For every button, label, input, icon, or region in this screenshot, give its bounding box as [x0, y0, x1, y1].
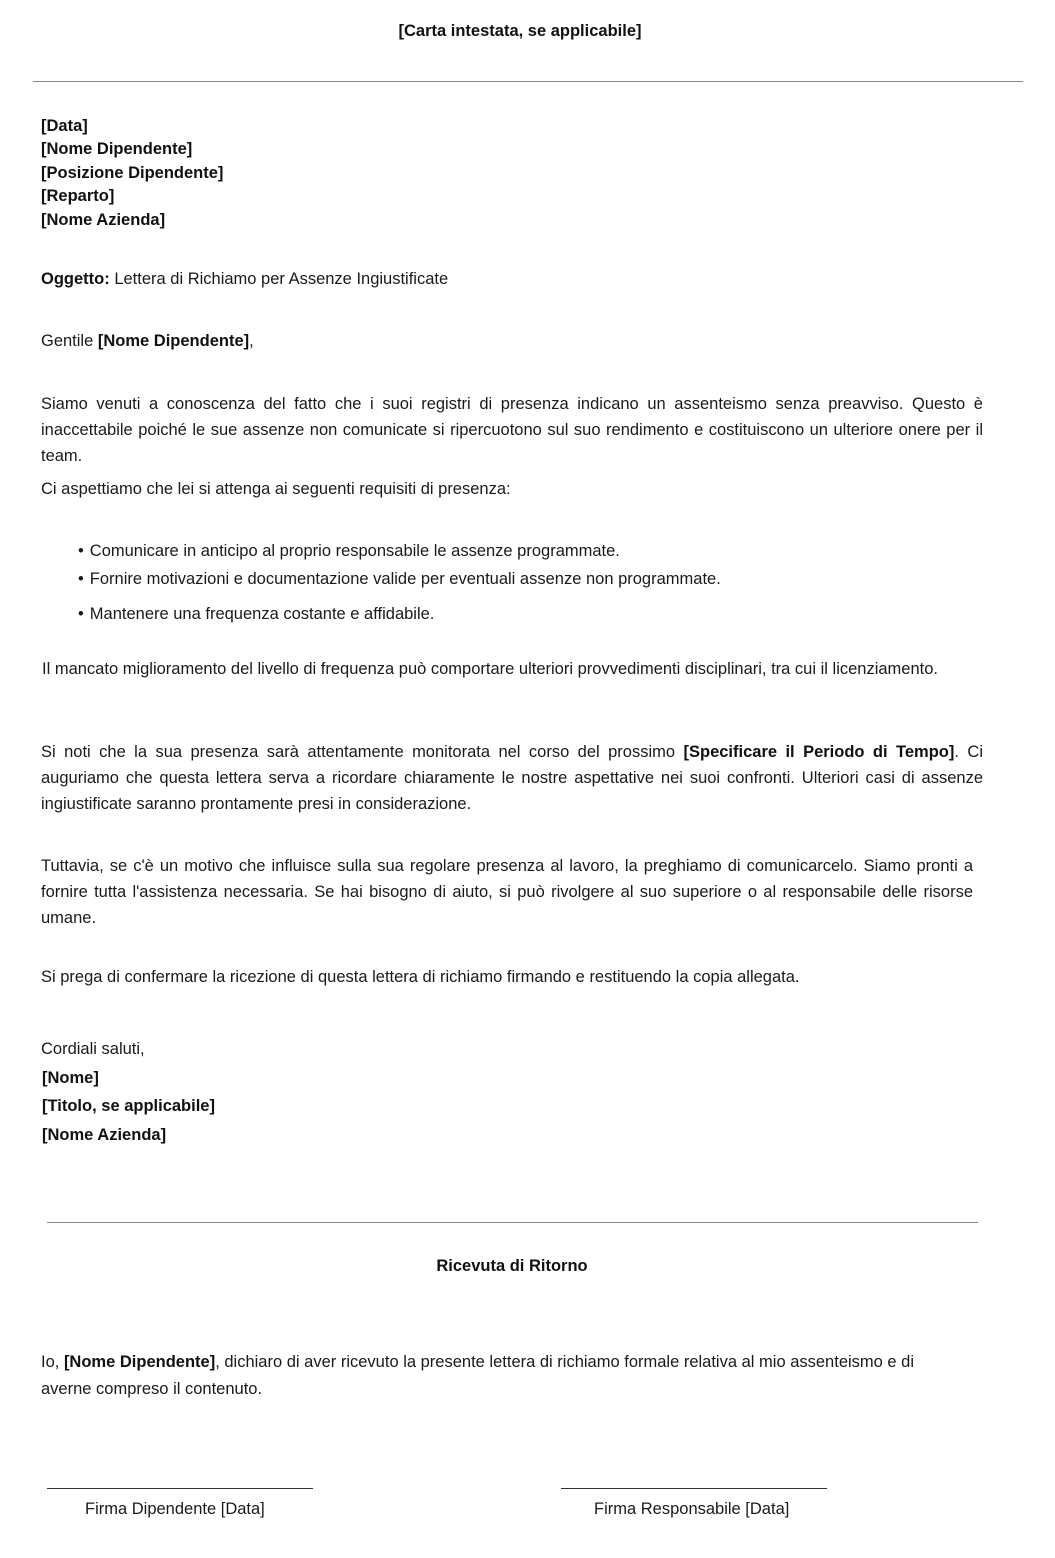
- requirement-item: • Comunicare in anticipo al proprio responsabile le assenze programmate.: [78, 537, 721, 565]
- greeting: [41, 332, 254, 351]
- receipt-prefix: Io,: [41, 1353, 64, 1371]
- greeting-name: [Nome Dipendente]: [97, 332, 250, 350]
- monitoring-text-after: . Ci auguriamo che questa lettera serva a ricordare chiaramente le nostre aspettative nei suoi confronti. Ulteriori casi di assenze ingiustificate saranno prontamente presi in considerazione.: [41, 743, 983, 813]
- paragraph-consequences: Il mancato miglioramento del livello di frequenza può comportare ulteriori provvedimenti disciplinari, tra cui il licenziamento.: [42, 660, 938, 678]
- paragraph-absences: Siamo venuti a conoscenza del fatto che i suoi registri di presenza indicano un assenteismo senza preavviso. Questo è inaccettabile poiché le sue assenze non comunicate si ripercuotono sul suo rendimento e costituiscono un ulteriore onere per il team.: [41, 395, 983, 465]
- manager-signature-line: [561, 1488, 827, 1489]
- letterhead: [Carta intestata, se applicabile]: [398, 22, 642, 40]
- receipt-declaration: [41, 1349, 966, 1403]
- header-employee-position: [Posizione Dipendente]: [41, 163, 224, 182]
- receipt-divider: [47, 1222, 978, 1223]
- closing-salutation: Cordiali saluti,: [41, 1040, 145, 1058]
- paragraph-requirements-intro: Ci aspettiamo che lei si attenga ai seguenti requisiti di presenza:: [41, 480, 511, 498]
- closing-company: [Nome Azienda]: [42, 1125, 167, 1144]
- receipt-employee-name: [Nome Dipendente]: [63, 1353, 216, 1371]
- paragraph-monitoring: [41, 739, 983, 817]
- subject-line: [41, 270, 448, 289]
- header-department: [Reparto]: [41, 187, 115, 206]
- closing-name: [Nome]: [42, 1068, 99, 1087]
- header-date: [Data]: [41, 117, 88, 135]
- employee-signature-line: [47, 1488, 313, 1489]
- closing-block: [41, 1035, 215, 1149]
- manager-signature-label: Firma Responsabile [Data]: [594, 1500, 790, 1518]
- recipient-header: [41, 115, 223, 232]
- requirement-item: • Fornire motivazioni e documentazione valide per eventuali assenze non programmate.: [78, 565, 721, 593]
- monitoring-text-before: Si noti che la sua presenza sarà attentamente monitorata nel corso del prossimo: [41, 743, 684, 761]
- header-employee-name: [Nome Dipendente]: [41, 140, 193, 159]
- greeting-prefix: Gentile: [41, 332, 98, 350]
- subject-label: Oggetto:: [41, 270, 110, 288]
- time-period-placeholder: [Specificare il Periodo di Tempo]: [683, 743, 955, 761]
- requirement-item: • Mantenere una frequenza costante e affidabile.: [78, 600, 721, 628]
- top-divider: [33, 81, 1023, 82]
- receipt-title: Ricevuta di Ritorno: [436, 1257, 588, 1275]
- receipt-text: , dichiaro di aver ricevuto la presente lettera di richiamo formale relativa al mio assenteismo e di averne compreso il contenuto.: [41, 1353, 915, 1398]
- employee-signature-label: Firma Dipendente [Data]: [85, 1500, 265, 1518]
- paragraph-support: Tuttavia, se c'è un motivo che influisce sulla sua regolare presenza al lavoro, la preghiamo di comunicarcelo. Siamo pronti a fornire tutta l'assistenza necessaria. Se hai bisogno di aiuto, si può rivolgere al suo superiore o al responsabile delle risorse umane.: [41, 857, 973, 927]
- header-company-name: [Nome Azienda]: [41, 210, 166, 229]
- subject-text: Lettera di Richiamo per Assenze Ingiustificate: [109, 270, 449, 288]
- requirements-list: [78, 537, 721, 628]
- closing-title: [Titolo, se applicabile]: [42, 1097, 215, 1115]
- paragraph-confirmation: Si prega di confermare la ricezione di questa lettera di richiamo firmando e restituendo la copia allegata.: [41, 968, 800, 986]
- greeting-suffix: ,: [249, 332, 254, 350]
